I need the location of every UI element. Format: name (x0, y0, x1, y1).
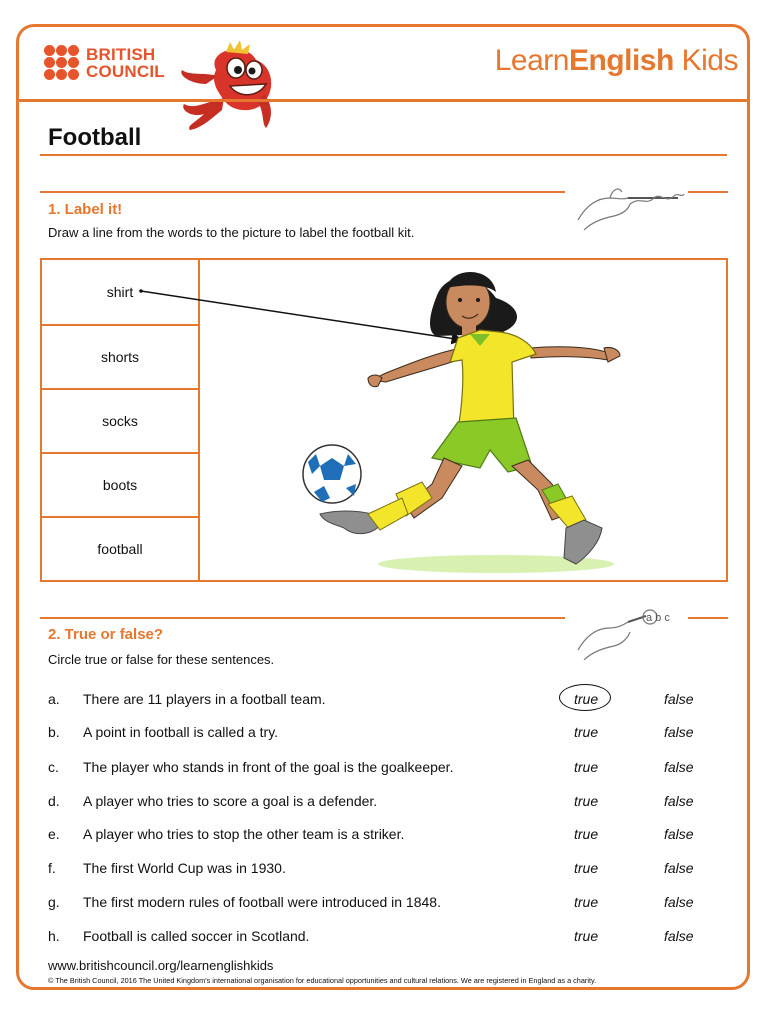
brand-line1: BRITISH (86, 45, 156, 64)
word-column (42, 260, 200, 580)
section1-rule-left (40, 191, 565, 193)
word-cell-boots[interactable]: boots (42, 452, 198, 516)
question-text: The first World Cup was in 1930. (83, 860, 286, 876)
section2-rule-left (40, 617, 565, 619)
section2-rule-right (688, 617, 728, 619)
question-letter: h. (48, 928, 60, 944)
false-option[interactable]: false (664, 826, 694, 842)
question-text: The first modern rules of football were introduced in 1848. (83, 894, 441, 910)
question-letter: f. (48, 860, 56, 876)
word-cell-socks[interactable]: socks (42, 388, 198, 452)
mascot-monster-icon (176, 40, 280, 132)
question-letter: d. (48, 793, 60, 809)
question-letter: e. (48, 826, 60, 842)
question-row (48, 891, 708, 915)
question-text: A player who tries to score a goal is a defender. (83, 793, 378, 809)
question-text: There are 11 players in a football team. (83, 691, 326, 707)
title-divider (40, 154, 727, 156)
true-option[interactable]: true (574, 724, 599, 740)
section2-heading: 2. True or false? (48, 626, 164, 643)
section1-instruction: Draw a line from the words to the picture to label the football kit. (48, 225, 415, 240)
word-cell-shirt[interactable]: shirt (106, 284, 134, 300)
word-cell-shorts[interactable]: shorts (42, 324, 198, 388)
section1-heading: 1. Label it! (48, 201, 123, 218)
question-text: The player who stands in front of the goal is the goalkeeper. (83, 759, 454, 775)
question-row (48, 790, 708, 814)
false-option[interactable]: false (664, 759, 694, 775)
true-option[interactable]: true (574, 826, 599, 842)
question-row (48, 721, 708, 745)
false-option[interactable]: false (664, 894, 694, 910)
page-title: Football (48, 124, 142, 151)
question-letter: a. (48, 691, 60, 707)
true-option[interactable]: true (574, 793, 599, 809)
false-option[interactable]: false (664, 928, 694, 944)
true-option[interactable]: true (574, 759, 599, 775)
hand-writing-icon (570, 176, 686, 232)
brand-line2: COUNCIL (86, 62, 165, 81)
question-letter: b. (48, 724, 60, 740)
false-option[interactable]: false (664, 691, 694, 707)
question-text: A point in football is called a try. (83, 724, 279, 740)
question-row (48, 688, 708, 712)
question-letter: c. (48, 759, 59, 775)
lek-suffix: Kids (673, 44, 738, 77)
true-option[interactable]: true (574, 860, 599, 876)
section2-instruction: Circle true or false for these sentences. (48, 652, 275, 667)
question-row (48, 857, 708, 881)
question-letter: g. (48, 894, 60, 910)
lek-bold: English (568, 44, 674, 77)
false-option[interactable]: false (664, 860, 694, 876)
abc-text: a b c (646, 612, 670, 624)
british-council-dots-icon (44, 45, 82, 83)
hand-circling-icon (570, 604, 686, 660)
word-cell-football[interactable]: football (42, 516, 198, 580)
true-option[interactable]: true (574, 894, 599, 910)
header-divider (19, 99, 747, 102)
question-text: Football is called soccer in Scotland. (83, 928, 310, 944)
footer-legal: © The British Council, 2016 The United Kingdom's international organisation for educational opportunities and cultural relations. We are registered in England as a charity. (48, 976, 597, 985)
question-row (48, 823, 708, 847)
section1-rule-right (688, 191, 728, 193)
true-option[interactable]: true (574, 928, 599, 944)
footer-url[interactable]: www.britishcouncil.org/learnenglishkids (48, 958, 274, 973)
british-council-logo (44, 45, 174, 85)
question-row (48, 756, 708, 780)
false-option[interactable]: false (664, 724, 694, 740)
learnenglish-kids-logo (495, 44, 738, 78)
false-option[interactable]: false (664, 793, 694, 809)
question-row (48, 925, 708, 949)
true-option[interactable]: true (574, 691, 599, 707)
lek-prefix: Learn (494, 44, 569, 77)
footballer-illustration (196, 258, 726, 580)
question-text: A player who tries to stop the other team is a striker. (83, 826, 405, 842)
